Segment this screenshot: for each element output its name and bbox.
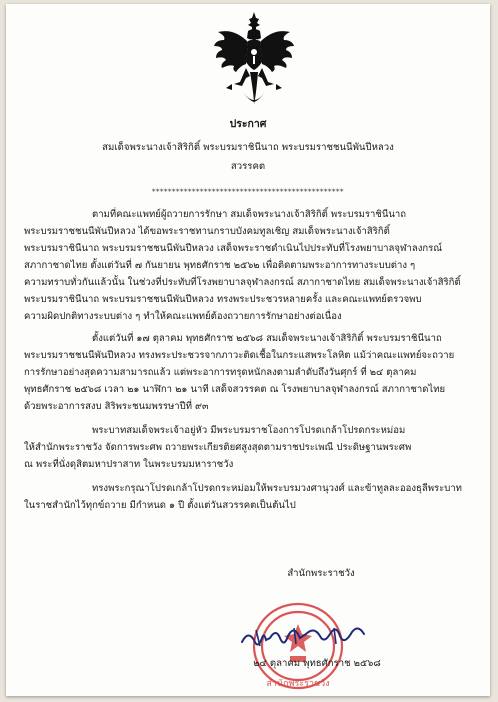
paragraph-2 xyxy=(24,330,474,415)
paragraph-line: ความผิดปกติทางระบบต่าง ๆ ทำให้คณะแพทย์ต้องถวายการรักษาอย่างต่อเนื่อง xyxy=(24,311,342,322)
paragraph-line: ทรงพระกรุณาโปรดเกล้าโปรดกระหม่อมให้พระบรมวงศานุวงศ์ และข้าทูลละอองธุลีพระบาท xyxy=(92,483,462,494)
paragraph-line: พระบรมราชชนนีพันปีหลวง ได้ขอพระราชทานกราบบังคมทูลเชิญ สมเด็จพระนางเจ้าสิริกิติ์ xyxy=(24,226,390,237)
paragraph-4 xyxy=(24,480,474,514)
subject-line-2: สวรรคต xyxy=(230,161,266,172)
paragraph-line: พระบรมราชินีนาถ พระบรมราชชนนีพันปีหลวง ทรงพระประชวรหลายครั้ง และคณะแพทย์ตรวจพบ xyxy=(24,294,422,305)
announcement-date: ๒๔ ตุลาคม พุทธศักราช ๒๕๖๘ xyxy=(253,658,381,669)
garuda-emblem-icon xyxy=(212,10,296,110)
paragraph-line: ณ พระที่นั่งดุสิตมหาปราสาท ในพระบรมมหาราชวัง xyxy=(24,459,234,470)
paragraph-1 xyxy=(24,206,474,325)
svg-text:สำนักพระราชวัง: สำนักพระราชวัง xyxy=(266,679,330,689)
signature-icon xyxy=(236,594,396,694)
paragraph-line: ตั้งแต่วันที่ ๑๗ ตุลาคม พุทธศักราช ๒๕๖๘ สมเด็จพระนางเจ้าสิริกิติ์ พระบรมราชินีนาถ xyxy=(92,333,442,344)
paragraph-line: ตามที่คณะแพทย์ผู้ถวายการรักษา สมเด็จพระนางเจ้าสิริกิติ์ พระบรมราชินีนาถ xyxy=(92,209,407,220)
separator-line: ************************************************ xyxy=(152,188,344,196)
paragraph-line: พระบรมราชชนนีพันปีหลวง ทรงพระประชวรจากภาวะติดเชื้อในกระแสพระโลหิต แม้ว่าคณะแพทย์จะถวาย xyxy=(24,350,455,361)
document-page xyxy=(6,4,490,696)
paragraph-line: สภากาชาดไทย ตั้งแต่วันที่ ๗ กันยายน พุทธศักราช ๒๕๖๒ เพื่อติดตามพระอาการทางระบบต่าง ๆ xyxy=(24,260,416,271)
paragraph-line: การรักษาอย่างสุดความสามารถแล้ว แต่พระอาการทรุดหนักลงตามลำดับถึงวันศุกร์ ที่ ๒๔ ตุลาคม xyxy=(24,367,417,378)
paragraph-line: ความทราบทั่วกันแล้วนั้น ในช่วงที่ประทับที่โรงพยาบาลจุฬาลงกรณ์ สภากาชาดไทย สมเด็จพระนางเจ้าสิริกิติ์ xyxy=(24,277,461,288)
announcement-title: ประกาศ xyxy=(229,118,267,130)
issuer-name: สำนักพระราชวัง xyxy=(287,568,355,579)
paragraph-line: ให้สำนักพระราชวัง จัดการพระศพ ถวายพระเกียรติยศสูงสุดตามราชประเพณี ประดิษฐานพระศพ xyxy=(24,442,412,453)
paragraph-line: ในราชสำนักไว้ทุกข์ถวาย มีกำหนด ๑ ปี ตั้งแต่วันสวรรคตเป็นต้นไป xyxy=(24,500,296,511)
paragraph-line: พุทธศักราช ๒๕๖๘ เวลา ๒๑ นาฬิกา ๒๑ นาที เสด็จสวรรคต ณ โรงพยาบาลจุฬาลงกรณ์ สภากาชาดไทย xyxy=(24,384,446,395)
paragraph-line: พระบาทสมเด็จพระเจ้าอยู่หัว มีพระบรมราชโองการโปรดเกล้าโปรดกระหม่อม xyxy=(92,425,406,436)
signature-block xyxy=(236,594,396,694)
subject-line-1: สมเด็จพระนางเจ้าสิริกิติ์ พระบรมราชินีนาถ พระบรมราชชนนีพันปีหลวง xyxy=(102,142,394,153)
paragraph-line: พระบรมราชินีนาถ พระบรมราชชนนีพันปีหลวง เสด็จพระราชดำเนินไปประทับที่โรงพยาบาลจุฬาลงกรณ์ xyxy=(24,243,443,254)
paragraph-line: ด้วยพระอาการสงบ สิริพระชนมพรรษาปีที่ ๙๓ xyxy=(24,401,209,412)
paragraph-3 xyxy=(24,422,474,473)
